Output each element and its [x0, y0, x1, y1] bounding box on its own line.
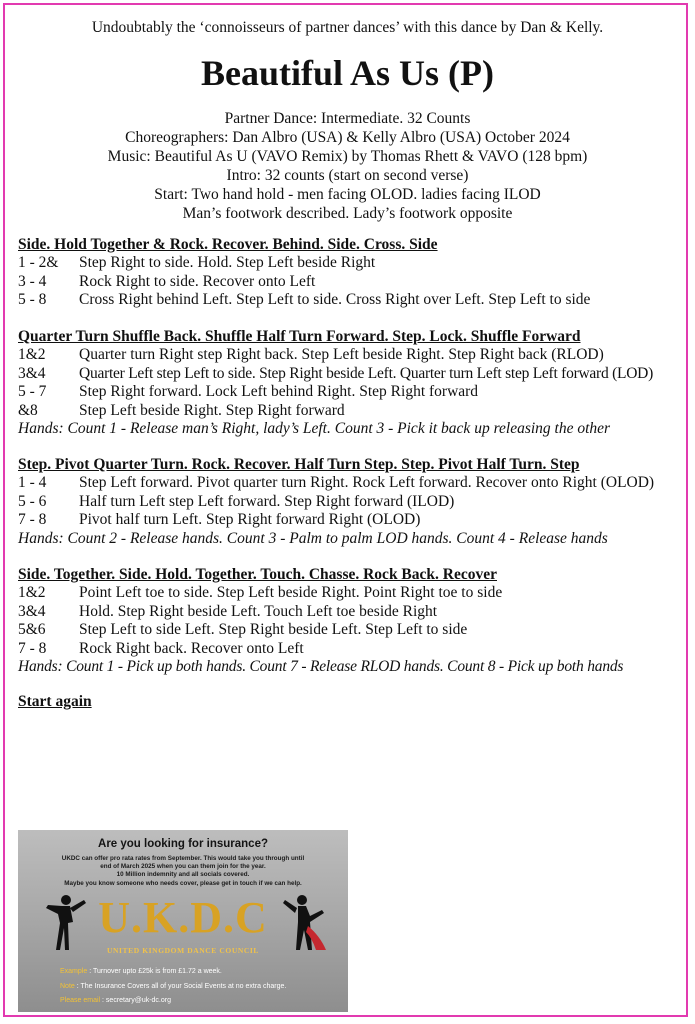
start-again: Start again [18, 693, 92, 710]
step-text: Point Left toe to side. Step Left beside Right. Point Right toe to side [79, 584, 503, 602]
hands-note: Hands: Count 2 - Release hands. Count 3 - Palm to palm LOD hands. Count 4 - Release hands [18, 529, 608, 547]
ad-email-key: Please email [60, 997, 101, 1004]
step-count: 1&2 [18, 346, 46, 364]
ad-email-text[interactable]: : secretary@uk-dc.org [102, 997, 171, 1004]
ad-body-line: Maybe you know someone who needs cover, please get in touch if we can help. [64, 879, 302, 887]
ad-body [22, 855, 344, 888]
step-count: 7 - 8 [18, 639, 47, 657]
step-row [18, 603, 683, 621]
step-count: 3&4 [18, 602, 46, 620]
step-text: Step Right to side. Hold. Step Left beside Right [79, 254, 376, 272]
section-title: Side. Together. Side. Hold. Together. Touch. Chasse. Rock Back. Recover [18, 566, 497, 583]
section-1 [18, 236, 683, 310]
step-count: 1 - 2& [18, 254, 59, 272]
dance-info [0, 109, 695, 223]
step-text: Hold. Step Right beside Left. Touch Left toe beside Right [79, 602, 438, 620]
step-row [18, 346, 683, 364]
info-level: Partner Dance: Intermediate. 32 Counts [224, 110, 471, 127]
dance-title: Beautiful As Us (P) [200, 53, 494, 93]
step-row [18, 640, 683, 658]
step-text: Step Right forward. Lock Left behind Right. Step Right forward [79, 383, 479, 401]
step-count: 3 - 4 [18, 272, 47, 290]
ad-heading: Are you looking for insurance? [98, 838, 268, 850]
section-2 [18, 328, 683, 438]
step-text: Cross Right behind Left. Step Left to side. Cross Right over Left. Step Left to side [79, 291, 591, 309]
tagline: Undoubtably the ‘connoisseurs of partner dances’ with this dance by Dan & Kelly. [91, 19, 604, 36]
ad-note-line [60, 983, 286, 990]
step-row [18, 254, 683, 272]
step-text: Step Left to side Left. Step Right beside Left. Step Left to side [79, 621, 468, 639]
step-text: Half turn Left step Left forward. Step Right forward (ILOD) [79, 492, 455, 510]
step-count: 5&6 [18, 621, 46, 639]
step-count: 5 - 6 [18, 492, 47, 510]
step-count: 7 - 8 [18, 511, 47, 529]
step-row [18, 273, 683, 291]
ukdc-logo: U.K.D.C [98, 893, 268, 942]
step-count: 1 - 4 [18, 474, 47, 492]
step-row [18, 493, 683, 511]
info-music: Music: Beautiful As U (VAVO Remix) by Thomas Rhett & VAVO (128 bpm) [107, 148, 588, 165]
step-text: Step Left beside Right. Step Right forward [79, 401, 345, 419]
info-footwork: Man’s footwork described. Lady’s footwork opposite [182, 205, 513, 222]
ad-body-line: end of March 2025 when you can them join for the year. [100, 863, 266, 871]
ad-example-key: Example [60, 968, 88, 975]
step-row [18, 621, 683, 639]
hands-note: Hands: Count 1 - Release man’s Right, lady’s Left. Count 3 - Pick it back up releasing the other [18, 420, 611, 438]
section-title: Step. Pivot Quarter Turn. Rock. Recover. Half Turn Step. Step. Pivot Half Turn. Step [18, 456, 580, 473]
section-4 [18, 566, 683, 676]
step-text: Quarter turn Right step Right back. Step Left beside Right. Step Right back (RLOD) [79, 346, 604, 364]
step-text: Rock Right back. Recover onto Left [79, 639, 304, 657]
step-count: 1&2 [18, 584, 46, 602]
ad-note-text: : The Insurance Covers all of your Social Events at no extra charge. [76, 983, 287, 990]
section-title: Quarter Turn Shuffle Back. Shuffle Half Turn Forward. Step. Lock. Shuffle Forward [18, 328, 581, 345]
ad-example-line [60, 968, 222, 975]
insurance-advert [18, 830, 348, 1012]
info-start: Start: Two hand hold - men facing OLOD. ladies facing ILOD [154, 186, 541, 203]
step-count: 5 - 7 [18, 383, 47, 401]
ukdc-council-name: UNITED KINGDOM DANCE COUNCIL [106, 946, 260, 955]
ad-body-line: UKDC can offer pro rata rates from September. This would take you through until [61, 855, 305, 862]
ad-email-line [60, 997, 171, 1004]
step-row [18, 584, 683, 602]
step-row [18, 511, 683, 529]
step-row [18, 365, 683, 383]
ad-body-line: 10 Million indemnity and all socials covered. [116, 871, 250, 879]
step-text: Step Left forward. Pivot quarter turn Right. Rock Left forward. Recover onto Right (OLOD) [79, 474, 655, 492]
hands-note: Hands: Count 1 - Pick up both hands. Count 7 - Release RLOD hands. Count 8 - Pick up both hands [18, 658, 624, 676]
step-count: 3&4 [18, 364, 46, 382]
section-title: Side. Hold Together & Rock. Recover. Behind. Side. Cross. Side [18, 236, 438, 253]
step-count: 5 - 8 [18, 291, 47, 309]
section-3 [18, 456, 683, 548]
ad-example-text: : Turnover upto £25k is from £1.72 a week. [89, 968, 222, 975]
step-text: Rock Right to side. Recover onto Left [79, 272, 316, 290]
step-count: &8 [18, 401, 38, 419]
ad-note-key: Note [60, 983, 75, 990]
info-intro: Intro: 32 counts (start on second verse) [226, 167, 469, 184]
step-text: Pivot half turn Left. Step Right forward Right (OLOD) [79, 511, 421, 529]
step-row [18, 402, 683, 420]
step-text: Quarter Left step Left to side. Step Right beside Left. Quarter turn Left step Left forward (LOD) [79, 364, 654, 382]
step-row [18, 474, 683, 492]
step-row [18, 291, 683, 309]
step-row [18, 383, 683, 401]
info-choreographers: Choreographers: Dan Albro (USA) & Kelly Albro (USA) October 2024 [125, 129, 570, 146]
